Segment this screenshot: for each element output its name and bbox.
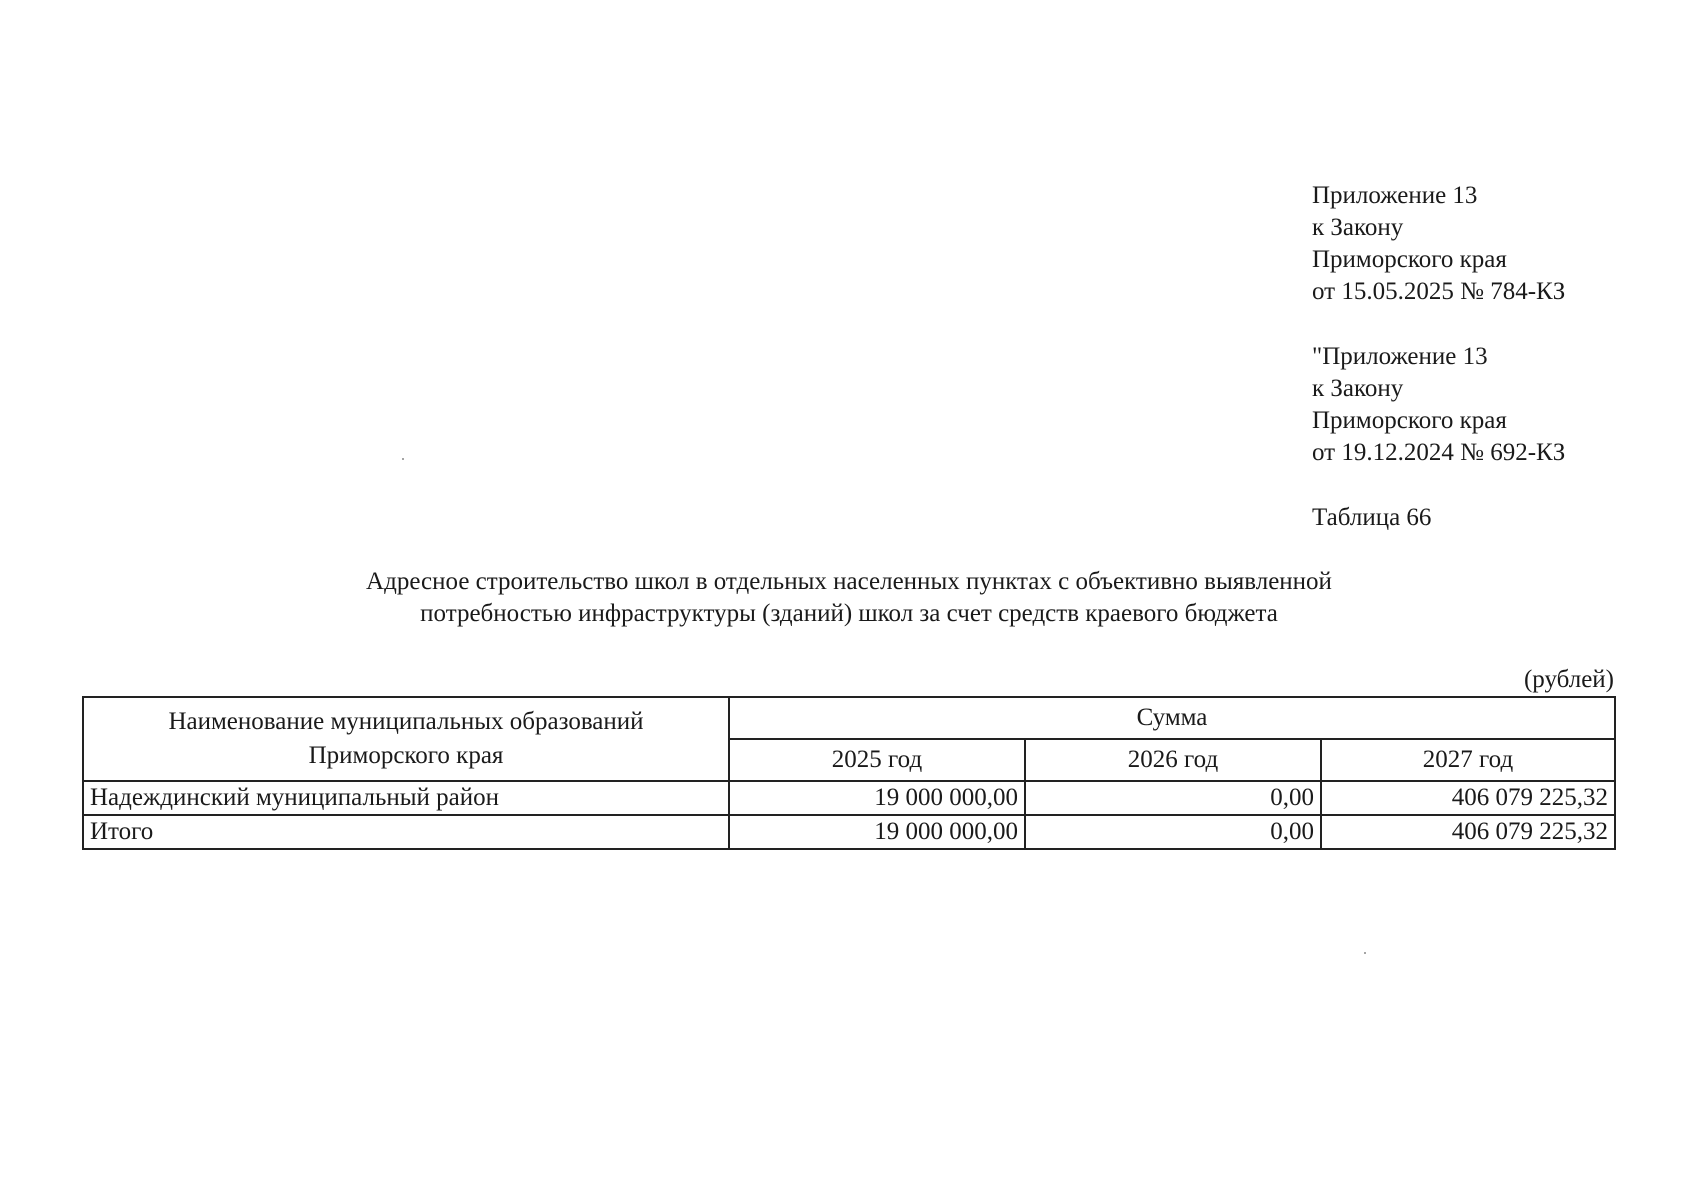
scan-speck: [1364, 952, 1366, 954]
document-title: [0, 566, 1698, 630]
table-row: [83, 781, 1615, 815]
attachment-line: Приморского края: [1312, 246, 1507, 273]
header-name-line: Наименование муниципальных образований: [168, 708, 644, 735]
scan-speck: [402, 458, 404, 460]
attachment-line: к Закону: [1312, 375, 1404, 402]
table-header-row: [83, 697, 1615, 739]
header-sum: Сумма: [729, 697, 1615, 739]
attachment-line: "Приложение 13: [1312, 343, 1488, 370]
attachment-line: к Закону: [1312, 214, 1404, 241]
unit-label: (рублей): [1523, 666, 1614, 693]
title-line: потребностью инфраструктуры (зданий) школ за счет средств краевого бюджета: [420, 600, 1278, 627]
row-value-2027: 406 079 225,32: [1321, 781, 1615, 815]
row-municipality: Надеждинский муниципальный район: [83, 781, 729, 815]
attachment-line: Приморского края: [1312, 407, 1507, 434]
header-year-2025: 2025 год: [729, 739, 1025, 781]
total-label: Итого: [83, 815, 729, 849]
header-year-2026: 2026 год: [1025, 739, 1321, 781]
header-municipality: [83, 697, 729, 781]
header-year-2027: 2027 год: [1321, 739, 1615, 781]
row-value-2025: 19 000 000,00: [729, 781, 1025, 815]
header-name-line: Приморского края: [308, 742, 504, 769]
total-value-2026: 0,00: [1025, 815, 1321, 849]
attachment-line: Приложение 13: [1312, 182, 1478, 209]
title-line: Адресное строительство школ в отдельных населенных пунктах с объективно выявленной: [366, 568, 1332, 595]
total-value-2025: 19 000 000,00: [729, 815, 1025, 849]
total-value-2027: 406 079 225,32: [1321, 815, 1615, 849]
attachment-line: от 19.12.2024 № 692-КЗ: [1312, 439, 1566, 466]
attachment-line: от 15.05.2025 № 784-КЗ: [1312, 278, 1566, 305]
table-total-row: [83, 815, 1615, 849]
row-value-2026: 0,00: [1025, 781, 1321, 815]
attachment-header-original: [1312, 341, 1565, 469]
budget-table: [82, 696, 1616, 850]
attachment-header-current: [1312, 180, 1565, 308]
table-number: Таблица 66: [1312, 504, 1432, 531]
